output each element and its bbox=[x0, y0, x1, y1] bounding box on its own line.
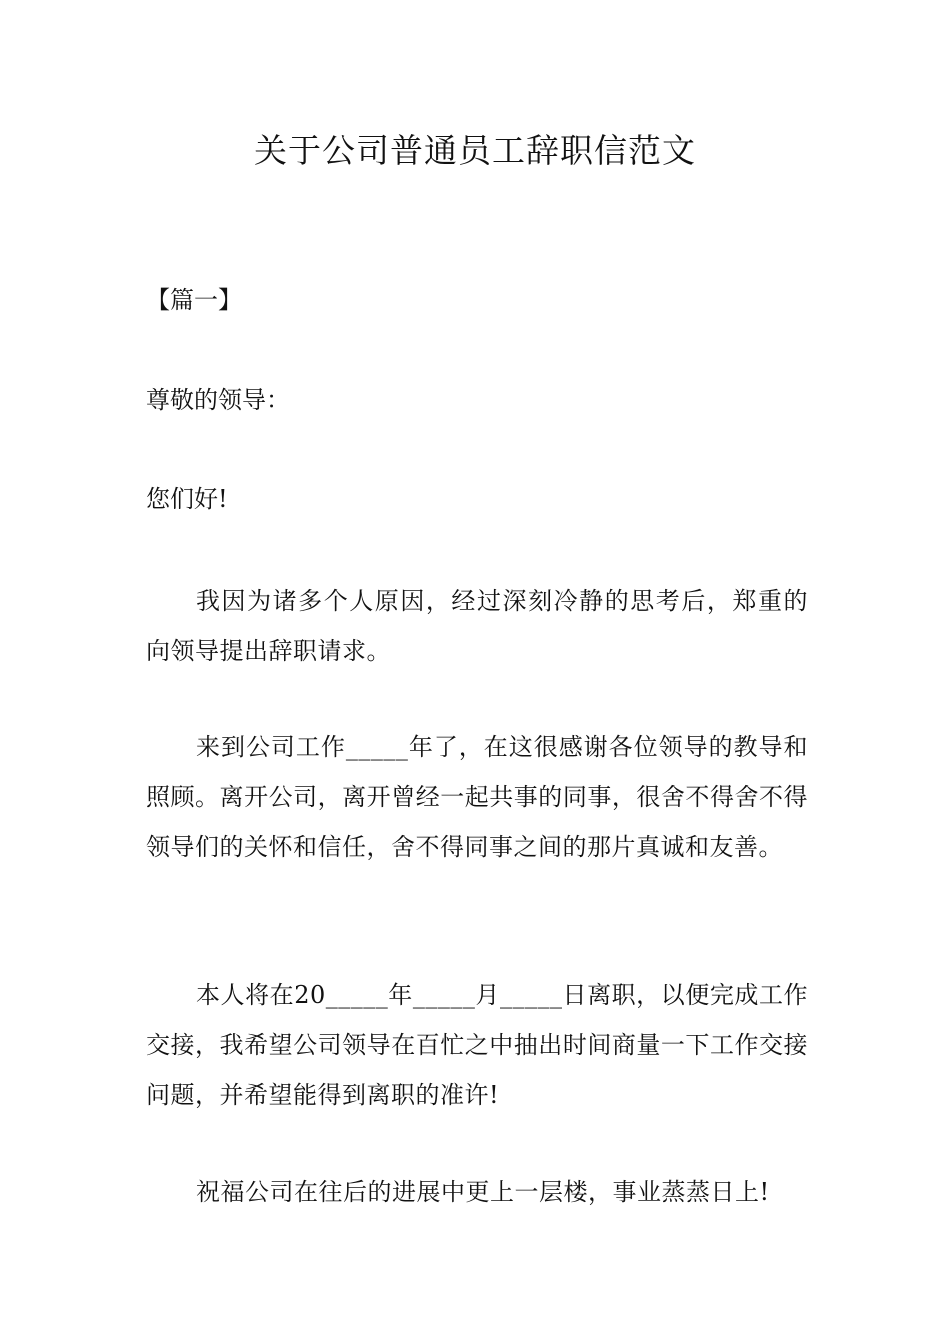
greeting: 您们好! bbox=[146, 485, 228, 513]
salutation: 尊敬的领导： bbox=[146, 386, 290, 414]
body-paragraph-2: 来到公司工作_____年了，在这很感谢各位领导的教导和照顾。离开公司，离开曾经一起共事的同事，很舍不得舍不得领导们的关怀和信任，舍不得同事之间的那片真诚和友善。 bbox=[146, 733, 808, 861]
section-label: 【篇一】 bbox=[146, 286, 242, 314]
body-paragraph-3: 本人将在20_____年_____月_____日离职，以便完成工作交接，我希望公司领导在百忙之中抽出时间商量一下工作交接问题，并希望能得到离职的准许! bbox=[146, 981, 808, 1109]
body-paragraph-1: 我因为诸多个人原因，经过深刻冷静的思考后，郑重的向领导提出辞职请求。 bbox=[146, 587, 808, 665]
document-title: 关于公司普通员工辞职信范文 bbox=[254, 131, 696, 170]
body-paragraph-4: 祝福公司在往后的进展中更上一层楼，事业蒸蒸日上! bbox=[196, 1178, 770, 1206]
